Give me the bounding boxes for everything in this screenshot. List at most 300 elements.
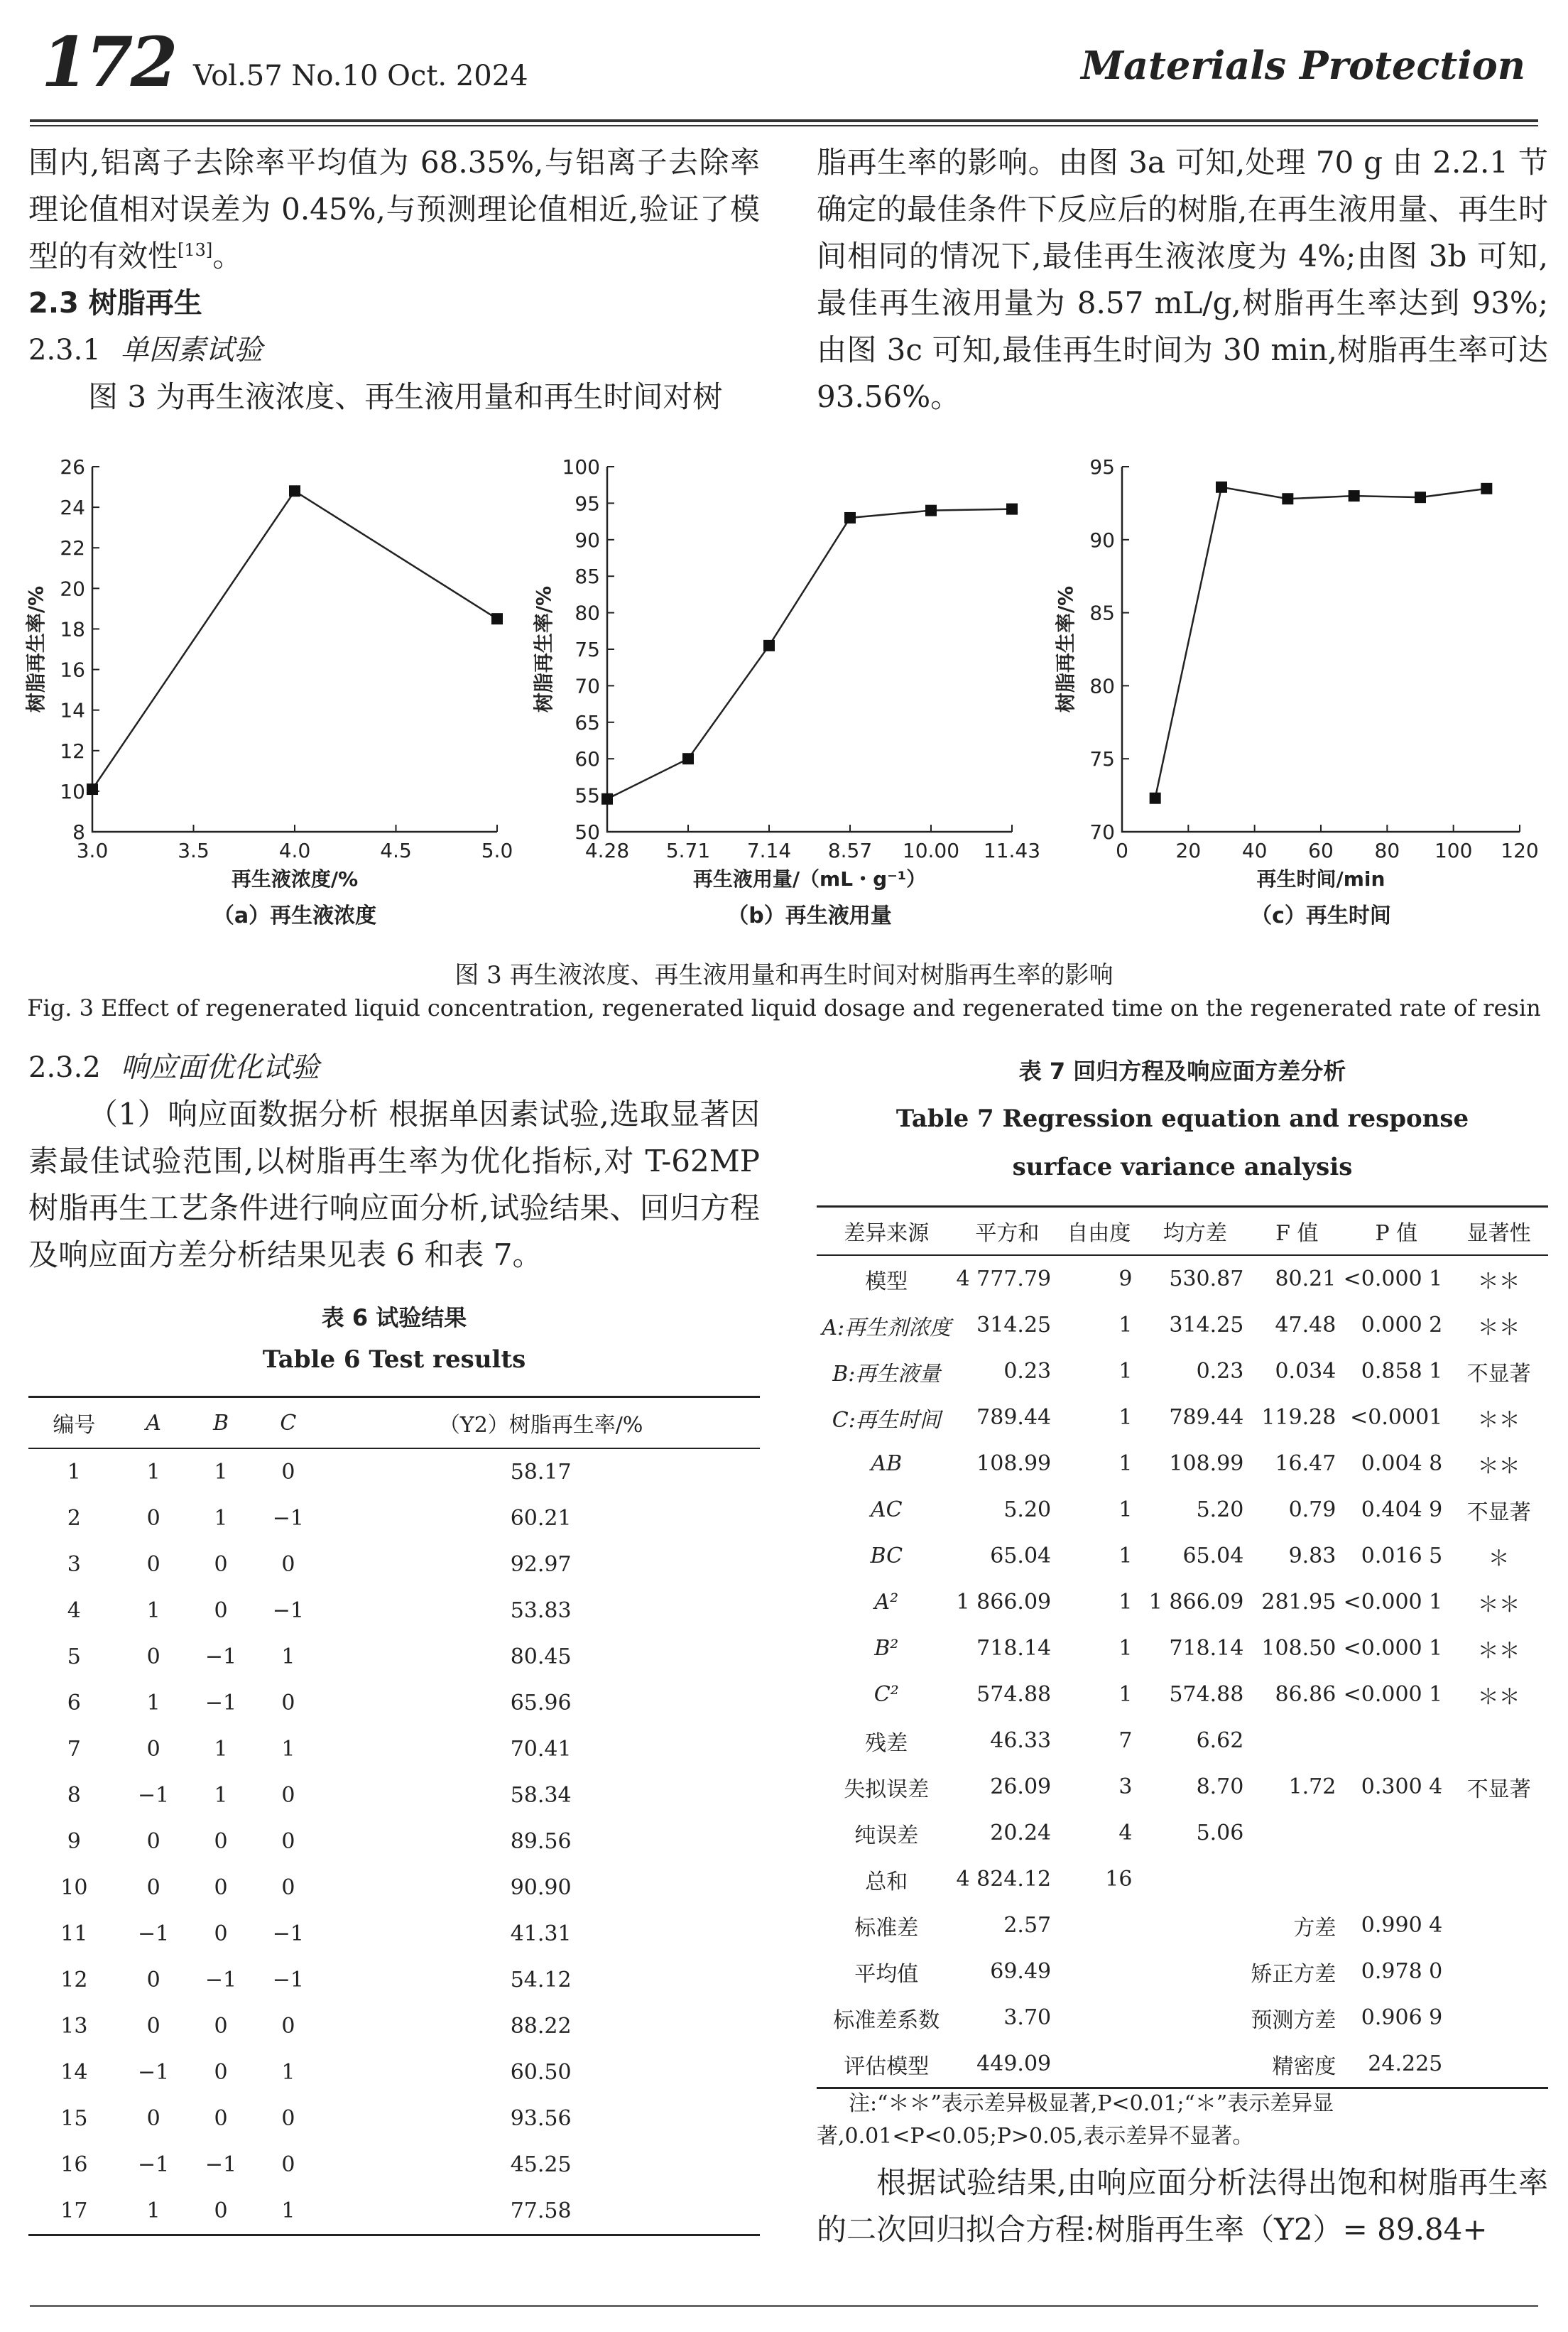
table-cell: 0 <box>214 1598 228 1623</box>
table-cell: 0 <box>281 1875 295 1900</box>
table-cell: 1 <box>1118 1313 1133 1338</box>
y-tick-label: 18 <box>60 617 85 641</box>
table-stats-row <box>817 2041 1548 2088</box>
y-tick-label: 75 <box>1089 747 1115 771</box>
table7-header-cell: 自由度 <box>1058 1207 1139 1256</box>
table-cell: 0 <box>281 2152 295 2177</box>
table-cell: 9 <box>1118 1267 1133 1291</box>
table6-header-cell: 编号 <box>28 1397 120 1449</box>
table6-header-cell: A <box>120 1397 187 1449</box>
table-row <box>28 2003 760 2049</box>
table-row <box>817 1348 1548 1394</box>
table-cell: ＊＊ <box>1477 1684 1520 1710</box>
table-cell: 1 <box>214 1737 228 1762</box>
table-cell <box>1343 1856 1449 1902</box>
table-cell: 1.72 <box>1288 1774 1336 1799</box>
table6-caption-en: Table 6 Test results <box>262 1345 526 1374</box>
table-cell: −1 <box>272 1598 304 1623</box>
table-cell: 0 <box>146 1506 160 1531</box>
y-axis-label: 树脂再生率/% <box>532 585 555 713</box>
table-cell: 0 <box>281 2106 295 2131</box>
table-cell: 1 <box>214 1506 228 1531</box>
table-cell: 5.20 <box>1003 1497 1052 1522</box>
x-tick-label: 20 <box>1175 839 1202 862</box>
data-point <box>844 512 856 524</box>
table-cell: 8.70 <box>1196 1774 1244 1799</box>
table-cell: 0 <box>214 1921 228 1946</box>
table7-header-cell: P 值 <box>1343 1207 1449 1256</box>
table-cell: 93.56 <box>510 2106 572 2131</box>
table-cell: 0.990 4 <box>1361 1913 1443 1938</box>
x-axis-label: 再生液浓度/% <box>231 867 359 891</box>
table-cell: 0 <box>214 2060 228 2085</box>
table-row <box>817 1671 1548 1718</box>
table-cell: 9.83 <box>1288 1544 1336 1568</box>
table-row <box>28 1541 760 1588</box>
table-cell: 1 <box>1118 1497 1133 1522</box>
table-cell: 77.58 <box>510 2198 572 2223</box>
table-cell: 1 <box>146 2198 160 2223</box>
right-column-top <box>817 139 1548 421</box>
table-cell: 1 <box>67 1460 81 1485</box>
table-cell: 46.33 <box>990 1728 1052 1753</box>
x-tick-label: 120 <box>1501 839 1539 862</box>
table-cell: 314.25 <box>1169 1313 1244 1338</box>
y-tick-label: 70 <box>575 674 600 698</box>
table-cell: 1 <box>281 2198 295 2223</box>
header-rule-thin <box>30 125 1538 126</box>
x-tick-label: 7.14 <box>746 839 792 862</box>
y-tick-label: 26 <box>60 455 85 479</box>
left-column-top <box>28 139 760 421</box>
x-axis-label: 再生时间/min <box>1256 867 1385 891</box>
table-cell: 总和 <box>865 1869 908 1894</box>
table-row <box>28 1680 760 1726</box>
table-cell: −1 <box>272 1968 304 1992</box>
figure-caption-en: Fig. 3 Effect of regenerated liquid concentration, regenerated liquid dosage and regenerated time on the regenerated rate of resin <box>27 994 1541 1021</box>
table-cell: 1 866.09 <box>956 1590 1052 1615</box>
x-tick-label: 3.5 <box>178 839 209 862</box>
section-232-paragraph: （1）响应面数据分析 根据单因素试验,选取显著因素最佳试验范围,以树脂再生率为优化指标,对 T-62MP树脂再生工艺条件进行响应面分析,试验结果、回归方程及响应面方差分析结果见表 6 和表 7。 <box>28 1097 760 1272</box>
table-cell: 88.22 <box>510 2014 572 2039</box>
table-cell: −1 <box>205 2152 237 2177</box>
table-cell: C:再生时间 <box>832 1407 941 1433</box>
section-232 <box>28 1044 760 1279</box>
table-cell: 0 <box>214 2014 228 2039</box>
chart-axes <box>92 467 497 832</box>
table-cell: 1 <box>146 1460 160 1485</box>
table-cell: <0.000 1 <box>1343 1267 1443 1291</box>
table-cell: −1 <box>205 1691 237 1715</box>
table-cell: −1 <box>205 1644 237 1669</box>
table-cell: 789.44 <box>976 1405 1052 1430</box>
y-tick-label: 22 <box>60 536 85 560</box>
subsection-heading-232: 2.3.2 响应面优化试验 <box>28 1051 320 1084</box>
table-cell: 3 <box>67 1552 81 1577</box>
table-cell: −1 <box>138 2060 170 2085</box>
table7-header-cell: 平方和 <box>957 1207 1059 1256</box>
table6-header-cell: B <box>187 1397 255 1449</box>
table-cell: 58.34 <box>510 1783 572 1808</box>
table-cell: 0 <box>214 1552 228 1577</box>
fig-intro-paragraph: 图 3 为再生液浓度、再生液用量和再生时间对树 <box>88 379 723 414</box>
table6-header-cell: C <box>254 1397 322 1449</box>
table-cell: 1 <box>214 1460 228 1485</box>
table-cell: 0.404 9 <box>1361 1497 1443 1522</box>
x-tick-label: 10.00 <box>902 839 960 862</box>
table-row <box>28 1726 760 1772</box>
table-cell: 5.06 <box>1196 1821 1244 1845</box>
y-tick-label: 14 <box>60 698 85 722</box>
table-cell: 718.14 <box>1169 1636 1244 1661</box>
chart-axes <box>1122 467 1520 832</box>
table-cell <box>1449 1810 1548 1856</box>
table-cell: AB <box>871 1451 903 1476</box>
table7-caption-en-1: Table 7 Regression equation and response <box>895 1105 1469 1133</box>
table7-caption-cn: 表 7 回归方程及响应面方差分析 <box>1018 1058 1346 1085</box>
table-cell: 3.70 <box>1003 2005 1052 2030</box>
table-cell: 718.14 <box>976 1636 1052 1661</box>
table-cell: 4 <box>1118 1821 1133 1845</box>
table-cell: 0 <box>146 1875 160 1900</box>
table-cell <box>1251 1856 1343 1902</box>
table7-note: 注:“＊＊”表示差异极显著,P<0.01;“＊”表示差异显著,0.01<P<0.05;P>0.05,表示差异不显著。 <box>817 2091 1334 2149</box>
table-row <box>817 1441 1548 1487</box>
table-cell: ＊ <box>1488 1546 1510 1571</box>
table-cell: 0 <box>214 1829 228 1854</box>
table6-header-cell: （Y2）树脂再生率/% <box>322 1397 760 1449</box>
table-row <box>28 1911 760 1957</box>
table-cell: 65.04 <box>990 1544 1052 1568</box>
table-cell: 0.004 8 <box>1361 1451 1443 1476</box>
table-row <box>817 1625 1548 1671</box>
table-cell: 54.12 <box>510 1968 572 1992</box>
table-cell <box>1343 1810 1449 1856</box>
chart-a <box>21 451 518 928</box>
table-cell: 89.56 <box>510 1829 572 1854</box>
table-cell: 1 <box>1118 1636 1133 1661</box>
table-cell <box>1449 1856 1548 1902</box>
table-cell: 70.41 <box>510 1737 572 1762</box>
table-row <box>28 1818 760 1865</box>
footer-rule <box>30 2305 1538 2307</box>
table-cell: <0.0001 <box>1350 1405 1443 1430</box>
y-tick-label: 95 <box>575 492 600 516</box>
table-row <box>28 2049 760 2095</box>
x-tick-label: 8.57 <box>827 839 873 862</box>
y-tick-label: 80 <box>1089 674 1115 698</box>
table6-body <box>28 1448 760 2235</box>
table7 <box>817 1205 1548 2089</box>
table-cell: 1 <box>1118 1451 1133 1476</box>
table-cell: 0.034 <box>1275 1359 1336 1384</box>
chart-subcaption: （c）再生时间 <box>1251 904 1391 928</box>
table-cell: 1 <box>1118 1544 1133 1568</box>
journal-name: Materials Protection <box>1081 43 1525 88</box>
table-cell: 0 <box>281 2014 295 2039</box>
table-cell: 108.99 <box>1169 1451 1244 1476</box>
table-cell: 不显著 <box>1466 1361 1531 1387</box>
chart-b <box>529 451 1047 928</box>
x-tick-label: 4.28 <box>584 839 630 862</box>
y-axis-label: 树脂再生率/% <box>24 585 48 713</box>
chart-svg-0 <box>21 451 518 928</box>
table-cell <box>1251 1810 1343 1856</box>
table7-header-cell: F 值 <box>1251 1207 1343 1256</box>
fig-desc-paragraph: 脂再生率的影响。由图 3a 可知,处理 70 g 由 2.2.1 节确定的最佳条件下反应后的树脂,在再生液用量、再生时间相同的情况下,最佳再生液浓度为 4%;由图 3b 可知,最佳再生液用量为 8.57 mL/g,树脂再生率达到 93%;由图 3c 可知,最佳再生时间为 30 min,树脂再生率可达 93.56%。 <box>817 145 1548 414</box>
table7-header-cell: 显著性 <box>1449 1207 1548 1256</box>
table-row <box>28 2142 760 2188</box>
spacer-cell <box>1449 1902 1548 1948</box>
table-cell: 评估模型 <box>844 2054 930 2079</box>
table-cell: 6.62 <box>1196 1728 1244 1753</box>
y-tick-label: 95 <box>1089 455 1115 479</box>
subsection-heading: 2.3.1 单因素试验 <box>28 334 263 367</box>
table-cell: 0 <box>281 1691 295 1715</box>
table6 <box>28 1396 760 2236</box>
table-cell: 314.25 <box>976 1313 1052 1338</box>
table-cell: 0 <box>214 2198 228 2223</box>
table-cell: 0 <box>146 1968 160 1992</box>
y-tick-label: 20 <box>60 577 85 601</box>
x-tick-label: 60 <box>1308 839 1334 862</box>
y-tick-label: 85 <box>575 565 600 589</box>
table7-body <box>817 1255 1548 2088</box>
table-cell: 65.04 <box>1182 1544 1244 1568</box>
table-cell: −1 <box>272 1506 304 1531</box>
table-row <box>28 1957 760 2003</box>
data-point <box>1216 482 1227 493</box>
data-point <box>682 753 694 764</box>
x-tick-label: 4.0 <box>278 839 311 862</box>
data-point <box>491 613 503 624</box>
table-stats-row <box>817 1995 1548 2041</box>
header-rule <box>30 119 1538 122</box>
table-cell: 4 <box>67 1598 81 1623</box>
data-point <box>1481 483 1492 494</box>
table-cell: 2 <box>67 1506 81 1531</box>
table-cell: 方差 <box>1293 1915 1336 1941</box>
y-tick-label: 80 <box>575 601 600 625</box>
y-tick-label: 16 <box>60 658 85 682</box>
table-cell: <0.000 1 <box>1343 1682 1443 1707</box>
table-cell: 0.79 <box>1288 1497 1336 1522</box>
table-cell: ＊＊ <box>1477 1407 1520 1433</box>
y-tick-label: 60 <box>575 747 600 771</box>
table-cell: 574.88 <box>976 1682 1052 1707</box>
table-cell: 16 <box>60 2152 88 2177</box>
table-cell: B² <box>874 1636 899 1661</box>
x-tick-label: 40 <box>1241 839 1268 862</box>
table-cell <box>1139 1856 1251 1902</box>
spacer-cell <box>1058 2041 1251 2088</box>
table-cell: 平均值 <box>854 1961 919 1987</box>
table-cell: 60.21 <box>510 1506 572 1531</box>
y-tick-label: 55 <box>575 783 600 808</box>
table-cell: 119.28 <box>1261 1405 1336 1430</box>
table-cell: 1 <box>281 1737 295 1762</box>
table-cell: 86.86 <box>1275 1682 1336 1707</box>
data-point <box>763 640 775 651</box>
table-cell: 0.978 0 <box>1361 1959 1443 1984</box>
chart-svg-2 <box>1051 451 1548 928</box>
data-point <box>1415 492 1426 503</box>
table-cell: 0 <box>146 2014 160 2039</box>
table-cell: 24.225 <box>1368 2051 1443 2076</box>
table-cell: −1 <box>138 2152 170 2177</box>
data-point <box>601 793 613 805</box>
table-row <box>28 1588 760 1634</box>
table-cell: ＊＊ <box>1477 1638 1520 1664</box>
y-tick-label: 100 <box>562 455 600 479</box>
table-cell: 1 <box>1118 1682 1133 1707</box>
y-tick-label: 24 <box>60 496 85 520</box>
table-cell: 1 866.09 <box>1148 1590 1244 1615</box>
table-cell: 45.25 <box>510 2152 572 2177</box>
table-row <box>28 1634 760 1680</box>
series-line <box>607 509 1012 799</box>
table-cell: 1 <box>1118 1590 1133 1615</box>
table-cell: 281.95 <box>1261 1590 1336 1615</box>
table-cell: C² <box>873 1682 899 1707</box>
table-cell: ＊＊ <box>1477 1453 1520 1479</box>
table-cell: 0.23 <box>1003 1359 1052 1384</box>
table-row <box>817 1487 1548 1533</box>
table-cell: 108.50 <box>1261 1636 1336 1661</box>
spacer-cell <box>1449 1995 1548 2041</box>
table-cell: 449.09 <box>976 2051 1052 2076</box>
table-cell: 80.21 <box>1275 1267 1336 1291</box>
data-point <box>1282 493 1293 504</box>
table-cell: <0.000 1 <box>1343 1636 1443 1661</box>
figure-caption-cn: 图 3 再生液浓度、再生液用量和再生时间对树脂再生率的影响 <box>454 961 1114 989</box>
table-cell: 5.20 <box>1196 1497 1244 1522</box>
x-tick-label: 5.71 <box>665 839 711 862</box>
table-cell: 12 <box>60 1968 88 1992</box>
table-cell <box>1343 1718 1449 1764</box>
table-stats-row <box>817 1948 1548 1995</box>
table-cell: 65.96 <box>510 1691 572 1715</box>
table6-caption-cn: 表 6 试验结果 <box>321 1304 467 1331</box>
x-tick-label: 3.0 <box>76 839 109 862</box>
table-cell: 53.83 <box>510 1598 572 1623</box>
table-cell: 17 <box>60 2198 88 2223</box>
table-cell: 20.24 <box>990 1821 1052 1845</box>
chart-subcaption: （a）再生液浓度 <box>212 904 377 928</box>
table-cell: 60.50 <box>510 2060 572 2085</box>
table-cell: 0 <box>146 1552 160 1577</box>
chart-axes <box>607 467 1012 832</box>
table-cell: −1 <box>138 1783 170 1808</box>
table-cell: 模型 <box>865 1269 908 1294</box>
table-cell: B:再生液量 <box>832 1361 941 1387</box>
table-cell: 2.57 <box>1003 1913 1052 1938</box>
table-cell: 14 <box>60 2060 88 2085</box>
table-row <box>28 2188 760 2235</box>
table-row <box>817 1856 1548 1902</box>
table-cell: 0 <box>146 1644 160 1669</box>
data-point <box>1150 793 1161 804</box>
table-cell: A² <box>874 1590 899 1615</box>
table-cell: 精密度 <box>1272 2054 1336 2079</box>
table-cell: 1 <box>1118 1359 1133 1384</box>
y-tick-label: 75 <box>575 638 600 661</box>
table-cell: 16.47 <box>1275 1451 1336 1476</box>
table-cell: 1 <box>281 2060 295 2085</box>
table-cell: 标准差 <box>854 1915 919 1941</box>
volume-info: Vol.57 No.10 Oct. 2024 <box>193 60 528 92</box>
table-cell: 不显著 <box>1466 1777 1531 1802</box>
table-cell: −1 <box>205 1968 237 1992</box>
chart-subcaption: （b）再生液用量 <box>727 904 892 928</box>
data-point <box>87 783 98 795</box>
table6-header-row <box>28 1397 760 1449</box>
table-cell: 残差 <box>865 1730 908 1756</box>
data-point <box>1349 490 1360 501</box>
table-cell: 9 <box>67 1829 81 1854</box>
closing-paragraph: 根据试验结果,由响应面分析法得出饱和树脂再生率的二次回归拟合方程:树脂再生率（Y2）= 89.84+ <box>817 2165 1548 2247</box>
table-cell: 13 <box>60 2014 88 2039</box>
table-cell: 1 <box>214 1783 228 1808</box>
table-cell: 纯误差 <box>854 1823 919 1848</box>
table-row <box>28 1865 760 1911</box>
table-cell: <0.000 1 <box>1343 1590 1443 1615</box>
data-point <box>289 485 300 497</box>
y-tick-label: 50 <box>575 820 600 844</box>
x-tick-label: 11.43 <box>983 839 1041 862</box>
table-cell: 58.17 <box>510 1460 572 1485</box>
closing-block <box>817 2159 1548 2253</box>
x-axis-label: 再生液用量/（mL・g⁻¹） <box>692 867 927 891</box>
table-cell: 矫正方差 <box>1251 1961 1336 1987</box>
table-cell: 4 824.12 <box>956 1867 1052 1892</box>
table-cell: 26.09 <box>990 1774 1052 1799</box>
table-cell: 4 777.79 <box>956 1267 1052 1291</box>
table-cell: 789.44 <box>1169 1405 1244 1430</box>
table-cell: 8 <box>67 1783 81 1808</box>
table-row <box>817 1718 1548 1764</box>
table7-header-cell: 均方差 <box>1139 1207 1251 1256</box>
y-tick-label: 65 <box>575 710 600 734</box>
spacer-cell <box>1058 1948 1251 1995</box>
spacer-cell <box>1058 1995 1251 2041</box>
table-cell: 0 <box>146 1829 160 1854</box>
table-cell: 69.49 <box>990 1959 1052 1984</box>
page-number: 172 <box>41 22 175 102</box>
table-cell: 7 <box>1118 1728 1133 1753</box>
table-cell: 5 <box>67 1644 81 1669</box>
table-row <box>817 1255 1548 1302</box>
table-cell <box>1251 1718 1343 1764</box>
y-tick-label: 70 <box>1089 820 1115 844</box>
y-tick-label: 85 <box>1089 601 1115 625</box>
table-cell: 108.99 <box>976 1451 1052 1476</box>
table-row <box>817 1533 1548 1579</box>
table-cell: 47.48 <box>1275 1313 1336 1338</box>
table-cell: 0 <box>281 1460 295 1485</box>
table-cell: 0.300 4 <box>1361 1774 1443 1799</box>
table-cell: ＊＊ <box>1477 1269 1520 1294</box>
table-cell: 15 <box>60 2106 88 2131</box>
table-row <box>817 1302 1548 1348</box>
table-stats-row <box>817 1902 1548 1948</box>
table-cell: 0.858 1 <box>1361 1359 1443 1384</box>
table-cell: 0 <box>214 2106 228 2131</box>
table-row <box>28 2095 760 2142</box>
table-cell: 失拟误差 <box>844 1777 930 1802</box>
table-cell: 0.016 5 <box>1361 1544 1443 1568</box>
chart-c <box>1051 451 1548 928</box>
